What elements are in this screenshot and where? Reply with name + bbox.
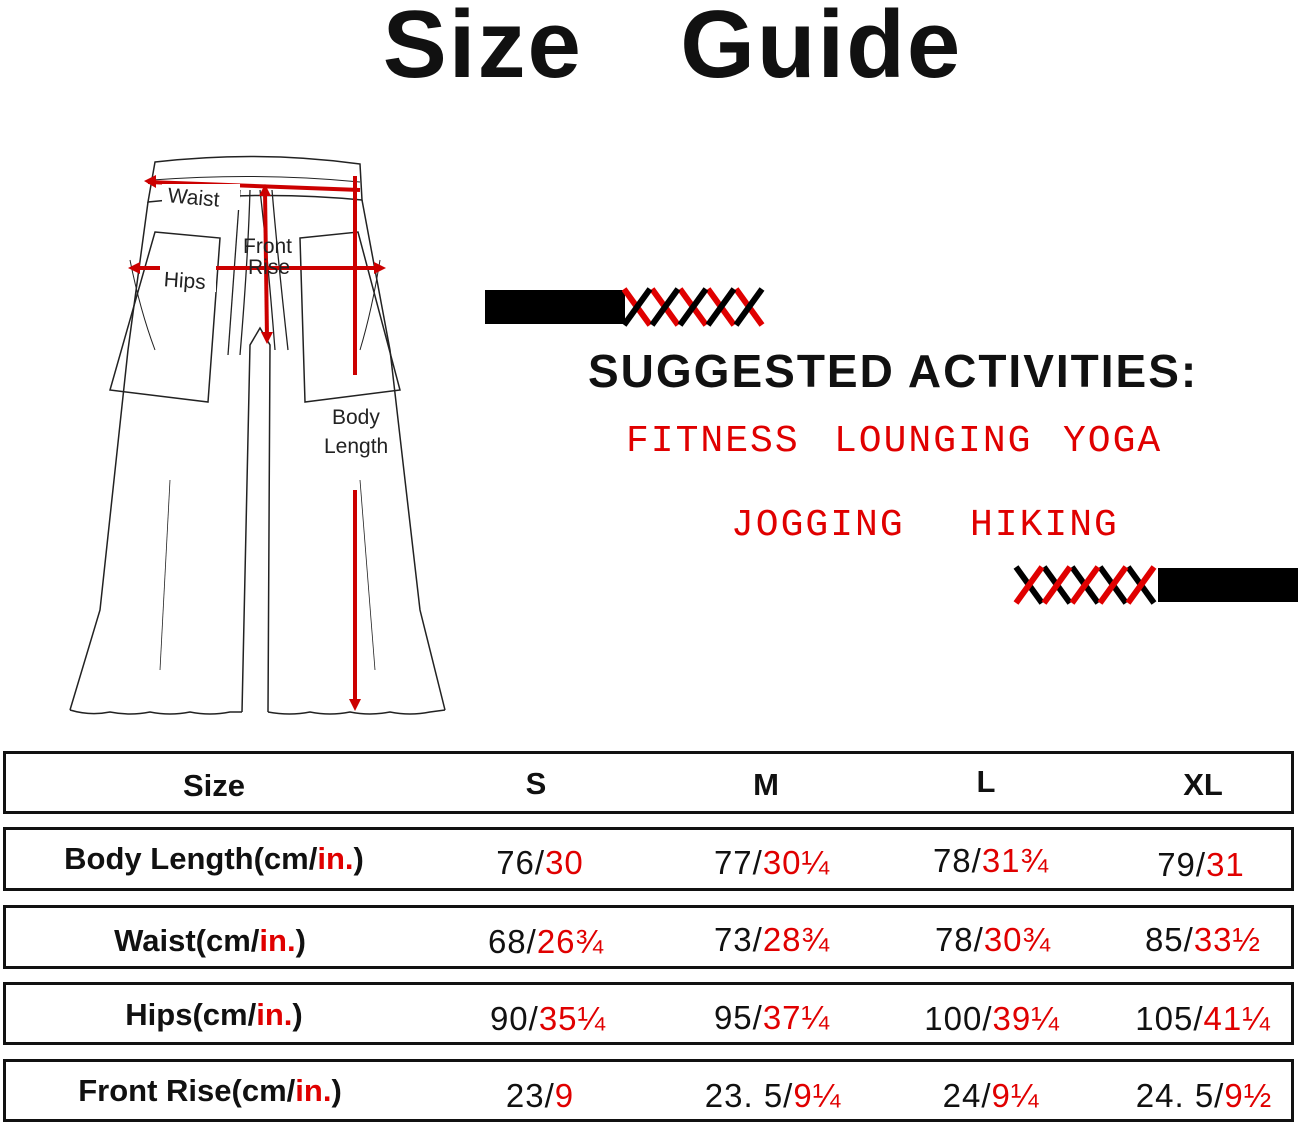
x-pattern-bottom — [1012, 565, 1162, 605]
hips-label: Hips — [163, 268, 207, 295]
front-rise-s: 23/9 — [505, 1077, 575, 1114]
activity-yoga: YOGA — [1063, 420, 1163, 463]
activity-jogging: JOGGING — [731, 504, 905, 547]
header-size-l: L — [976, 764, 996, 799]
row-label-front-rise: Front Rise(cm/in.) — [78, 1073, 342, 1108]
header-size-m: M — [753, 767, 779, 802]
hips-l: 100/39¼ — [924, 1000, 1060, 1037]
x-pattern-top — [622, 287, 772, 327]
header-size-s: S — [525, 766, 547, 801]
waist-m: 73/28¾ — [713, 921, 831, 958]
hips-s: 90/35¼ — [489, 1000, 607, 1037]
body-length-xl: 79/31 — [1157, 846, 1245, 883]
waist-l: 78/30¾ — [934, 921, 1052, 958]
front-rise-m: 23. 5/9¼ — [704, 1077, 842, 1114]
body-label: Body — [332, 406, 380, 429]
decor-bar-top — [485, 290, 625, 324]
table-row — [3, 982, 1294, 1045]
rise-label: Rise — [248, 256, 291, 279]
activity-lounging: LOUNGING — [834, 420, 1033, 463]
activity-fitness: FITNESS — [626, 420, 800, 463]
table-header-row — [3, 751, 1294, 814]
front-rise-l: 24/9¼ — [942, 1077, 1040, 1114]
suggested-activities-heading: SUGGESTED ACTIVITIES: — [588, 345, 1199, 397]
waist-s: 68/26¾ — [487, 923, 605, 960]
hips-xl: 105/41¼ — [1135, 1000, 1271, 1037]
waist-label: Waist — [166, 184, 221, 212]
row-label-waist: Waist(cm/in.) — [114, 923, 306, 958]
table-row — [3, 1059, 1294, 1122]
pants-diagram — [60, 150, 460, 730]
body-length-s: 76/30 — [496, 844, 584, 881]
body-length-m: 77/30¼ — [713, 844, 831, 881]
row-label-body-length: Body Length(cm/in.) — [64, 841, 364, 876]
row-label-hips: Hips(cm/in.) — [125, 997, 303, 1032]
decor-bar-bottom — [1158, 568, 1298, 602]
table-row — [3, 905, 1294, 969]
hips-m: 95/37¼ — [713, 999, 831, 1036]
header-size-xl: XL — [1183, 767, 1223, 802]
activity-hiking: HIKING — [970, 504, 1119, 547]
waist-xl: 85/33½ — [1144, 921, 1262, 958]
length-label: Length — [324, 435, 389, 458]
front-rise-xl: 24. 5/9½ — [1135, 1077, 1273, 1114]
header-size-label: Size — [182, 768, 246, 803]
table-row — [3, 827, 1294, 891]
page-title: Size Guide — [382, 0, 963, 98]
front-label: Front — [243, 235, 293, 258]
body-length-l: 78/31¾ — [932, 842, 1050, 879]
